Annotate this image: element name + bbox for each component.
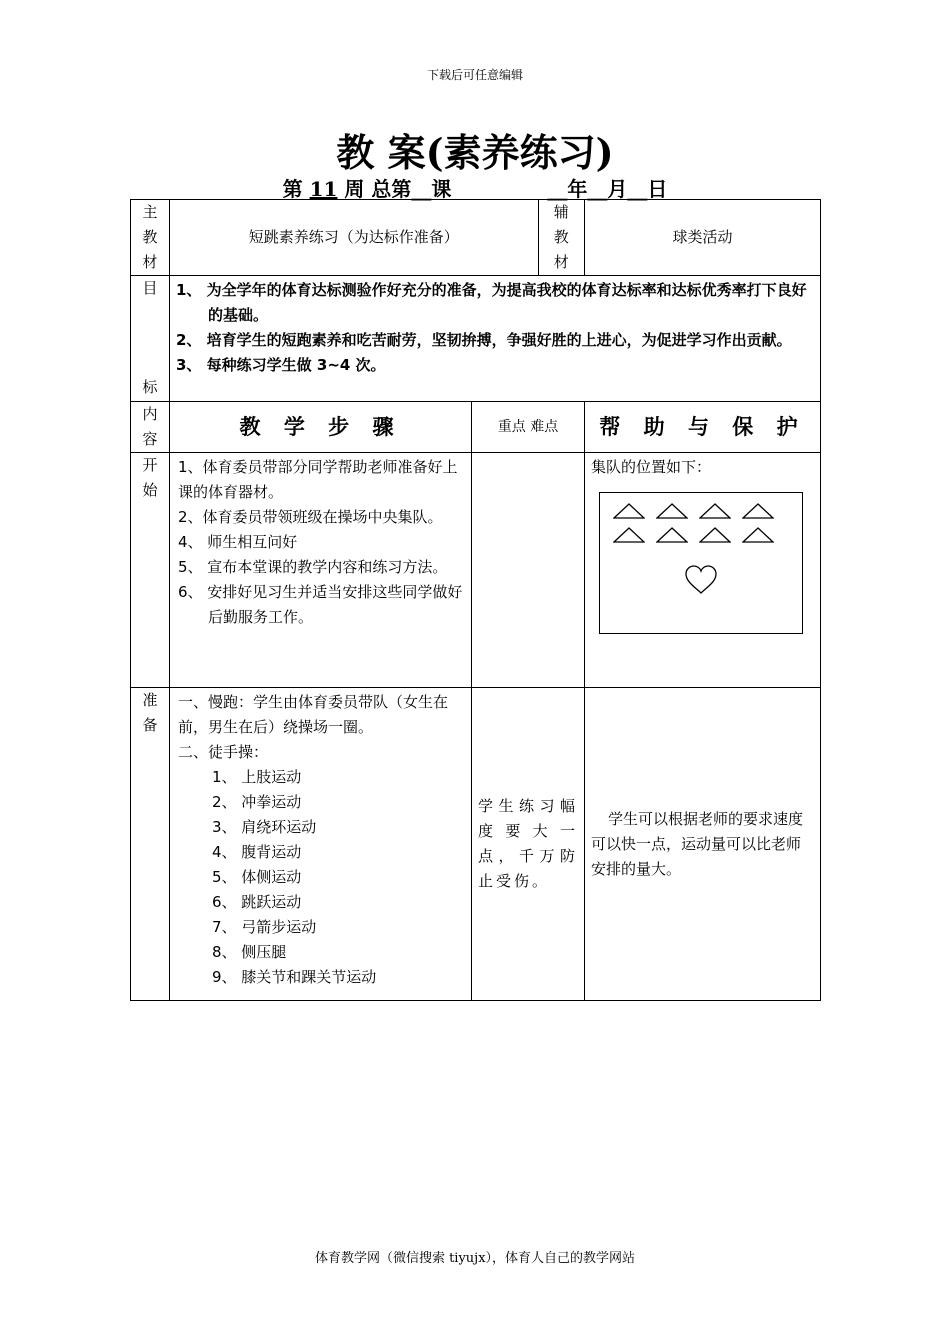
lesson-plan-table (130, 199, 821, 1001)
start-label (131, 453, 170, 688)
prep-row (131, 688, 821, 1001)
label-char: 材 (142, 253, 158, 271)
prep-label (131, 688, 170, 1001)
header-note: 下载后可任意编辑 (426, 68, 523, 82)
label-char: 准 (142, 691, 158, 709)
label-char: 开 (142, 456, 158, 474)
main-material-row (131, 200, 821, 276)
label-char: 目 (142, 279, 158, 297)
label-char: 内 (142, 405, 158, 423)
prep-key-points: 学生练习幅度要大一点，千万防止受伤。 (472, 688, 585, 1001)
exercise-item: 8、 侧压腿 (212, 943, 287, 961)
label-char: 标 (142, 378, 158, 396)
main-material-content: 短跳素养练习（为达标作准备） (170, 200, 538, 275)
student-triangle-icon (613, 527, 645, 543)
formation-caption: 集队的位置如下： (591, 458, 712, 476)
goal-item: 2、 培育学生的短跑素养和吃苦耐劳，坚韧拚搏，争强好胜的上进心，为促进学习作出贡献。 (176, 331, 792, 349)
week-suffix: 周 总第__课 (337, 177, 452, 201)
step-item: 5、 宣布本堂课的教学内容和练习方法。 (178, 558, 448, 576)
main-material-cell (170, 200, 585, 276)
week-prefix: 第 (282, 177, 310, 201)
content-label (131, 402, 170, 453)
key-points-header: 重点 难点 (472, 402, 585, 453)
student-triangle-icon (699, 503, 731, 519)
footer-note: 体育教学网（微信搜索 tiyujx），体育人自己的教学网站 (314, 1251, 636, 1266)
label-char: 始 (142, 481, 158, 499)
help-header: 帮 助 与 保 护 (585, 402, 821, 453)
teacher-heart-icon (684, 565, 718, 595)
goal-item: 1、 为全学年的体育达标测验作好充分的准备，为提高我校的体育达标率和达标优秀率打下良好的基础。 (176, 281, 807, 324)
start-steps (170, 453, 472, 688)
step-item: 6、 安排好见习生并适当安排这些同学做好后勤服务工作。 (178, 583, 463, 626)
label-char: 主 (142, 203, 158, 221)
step-item: 二、徒手操： (178, 743, 269, 761)
main-material-label (131, 200, 170, 276)
exercise-item: 5、 体侧运动 (212, 868, 302, 886)
formation-diagram (599, 492, 803, 634)
exercise-item: 6、 跳跃运动 (212, 893, 302, 911)
exercise-item: 1、 上肢运动 (212, 768, 302, 786)
week-number: 11 (309, 177, 338, 201)
label-char: 辅 (553, 203, 569, 221)
date-field: __年__月__日 (547, 177, 668, 201)
exercise-item: 2、 冲拳运动 (212, 793, 302, 811)
exercise-item: 4、 腹背运动 (212, 843, 302, 861)
student-triangle-icon (742, 527, 774, 543)
student-triangle-icon (656, 527, 688, 543)
goal-item: 3、 每种练习学生做 3~4 次。 (176, 356, 386, 374)
label-char: 教 (553, 228, 569, 246)
label-char: 材 (553, 253, 569, 271)
label-char: 容 (142, 430, 158, 448)
start-row (131, 453, 821, 688)
exercise-item: 9、 膝关节和踝关节运动 (212, 968, 377, 986)
steps-header: 教 学 步 骤 (170, 402, 472, 453)
label-char: 备 (142, 716, 158, 734)
student-triangle-icon (613, 503, 645, 519)
student-triangle-icon (742, 503, 774, 519)
step-item: 1、体育委员带部分同学帮助老师准备好上课的体育器材。 (178, 458, 458, 501)
label-char: 教 (142, 228, 158, 246)
aux-material-label (538, 200, 584, 275)
goal-row (131, 276, 821, 402)
student-triangle-icon (656, 503, 688, 519)
step-item: 2、体育委员带领班级在操场中央集队。 (178, 508, 443, 526)
step-item: 一、慢跑：学生由体育委员带队（女生在前，男生在后）绕操场一圈。 (178, 693, 449, 736)
exercise-item: 3、 肩绕环运动 (212, 818, 317, 836)
prep-steps (170, 688, 472, 1001)
prep-help: 学生可以根据老师的要求速度可以快一点，运动量可以比老师安排的量大。 (585, 688, 821, 1001)
content-header-row (131, 402, 821, 453)
page-title: 教 案(素养练习) (336, 130, 614, 175)
start-key-points (472, 453, 585, 688)
step-item: 4、 师生相互问好 (178, 533, 298, 551)
exercise-item: 7、 弓箭步运动 (212, 918, 317, 936)
goal-content (170, 276, 821, 402)
student-triangle-icon (699, 527, 731, 543)
goal-label (131, 276, 170, 402)
lesson-info-line (0, 173, 950, 202)
aux-material-content: 球类活动 (585, 200, 821, 276)
start-help (585, 453, 821, 688)
